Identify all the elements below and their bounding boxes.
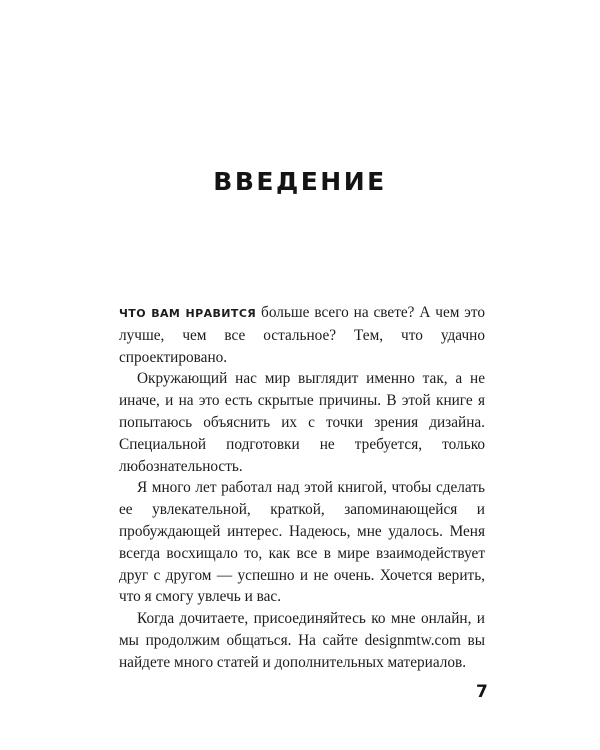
paragraph-2: Окружающий нас мир выглядит именно так, а не иначе, и на это есть скрытые причины. В этой книге я попытаюсь объяснить их с точки зрения дизайна. Специальной подготовки не требуется, только любознательность. (119, 370, 485, 475)
chapter-title: ВВЕДЕНИЕ (213, 167, 387, 196)
paragraph-4: Когда дочитаете, присоединяйтесь ко мне онлайн, и мы продолжим общаться. На сайте designmtw.com вы найдете много статей и дополнительных материалов. (119, 610, 485, 671)
paragraph-1-text: больше всего на свете? А чем это лучше, чем все остальное? Тем, что удачно спроектировано. (119, 304, 485, 366)
paragraph-3: Я много лет работал над этой книгой, чтобы сделать ее увлекательной, краткой, запоминающейся и пробуждающей интерес. Надеюсь, мне удалось. Меня всегда восхищало то, как все в мире взаимодействует друг с другом — успешно и не очень. Хочется верить, что я смогу увлечь и вас. (119, 479, 485, 606)
body-text (119, 302, 485, 674)
paragraph-1 (119, 302, 485, 368)
page-number: 7 (476, 682, 488, 702)
lead-in-phrase: ЧТО ВАМ НРАВИТСЯ (119, 307, 257, 320)
